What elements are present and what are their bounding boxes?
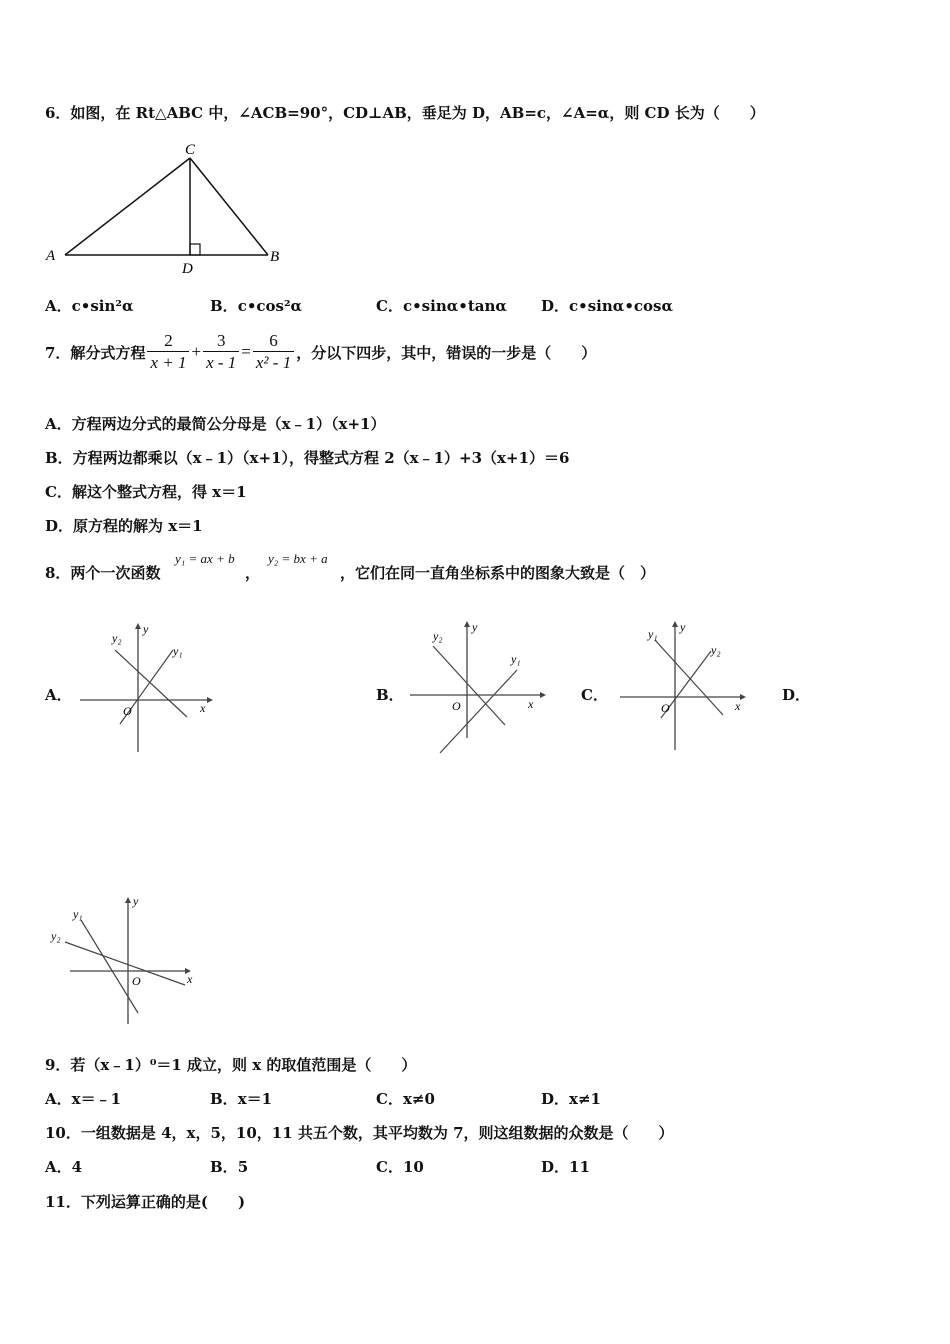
q8-graph-b xyxy=(405,618,550,763)
q9-option-b: B．x＝1 xyxy=(210,1090,273,1108)
label-c: C xyxy=(185,142,196,158)
q9-option-a: A．x＝﹣1 xyxy=(45,1090,122,1108)
q8-graph-d xyxy=(45,890,205,1030)
q8-graph-a xyxy=(75,620,215,760)
q8-function-2: y₂ = bx + a xyxy=(268,551,328,566)
q7-step-b: B．方程两边都乘以（x﹣1）（x+1），得整式方程 2（x﹣1）+3（x+1）＝6 xyxy=(45,449,570,467)
svg-text:y₂: y₂ xyxy=(51,929,61,943)
q8-comma: ， xyxy=(245,564,261,582)
q7-step-a: A．方程两边分式的最简公分母是（x﹣1）（x+1） xyxy=(45,415,386,433)
q7-step-d: D．原方程的解为 x＝1 xyxy=(45,517,203,535)
q9-option-c: C．x≠0 xyxy=(376,1090,435,1108)
svg-text:y₁: y₁ xyxy=(648,627,658,641)
svg-text:y: y xyxy=(143,622,149,636)
q6-option-d: D．c•sinα•cosα xyxy=(541,297,674,315)
svg-text:O: O xyxy=(452,699,461,713)
q6-triangle-figure xyxy=(40,140,290,275)
svg-text:y₂: y₂ xyxy=(711,643,721,657)
q8-function-1: y₁ = ax + b xyxy=(175,551,235,566)
svg-text:x: x xyxy=(187,972,193,986)
q8-option-c-letter: C． xyxy=(581,686,608,704)
svg-text:y: y xyxy=(133,894,139,908)
svg-text:O: O xyxy=(661,701,670,715)
q10-stem: 10．一组数据是 4，x，5，10，11 共五个数，其平均数为 7，则这组数据的众数是（ ） xyxy=(45,1124,674,1142)
svg-text:y₂: y₂ xyxy=(112,631,122,645)
q7-step-c: C．解这个整式方程，得 x＝1 xyxy=(45,483,247,501)
svg-text:y: y xyxy=(680,620,686,634)
q9-option-d: D．x≠1 xyxy=(541,1090,601,1108)
q10-option-d: D．11 xyxy=(541,1158,590,1176)
q8-graph-c xyxy=(615,618,755,758)
q8-stem-prefix: 8．两个一次函数 xyxy=(45,564,161,582)
q8-option-d-letter: D． xyxy=(782,686,811,704)
svg-text:y₁: y₁ xyxy=(73,907,83,921)
fraction-3: $\frac{6}{\text{x² - 1}}$ xyxy=(253,331,294,374)
q6-option-c: C．c•sinα•tanα xyxy=(376,297,507,315)
q8-stem-suffix: ，它们在同一直角坐标系中的图象大致是（ ） xyxy=(340,564,656,582)
q10-option-b: B．5 xyxy=(210,1158,249,1176)
svg-text:y: y xyxy=(472,620,478,634)
label-a: A xyxy=(46,248,56,264)
q6-stem: 6．如图，在 Rt△ABC 中，∠ACB=90°，CD⊥AB，垂足为 D，AB=c，∠A=α，则 CD 长为（ ） xyxy=(45,104,765,122)
svg-text:y₂: y₂ xyxy=(433,629,443,643)
q6-option-b: B．c•cos²α xyxy=(210,297,303,315)
fraction-2: $\frac{3}{x - 1}$ xyxy=(203,331,239,374)
q10-option-c: C．10 xyxy=(376,1158,424,1176)
svg-text:x: x xyxy=(528,697,534,711)
svg-text:O: O xyxy=(132,974,141,988)
q10-option-a: A．4 xyxy=(45,1158,83,1176)
q11-stem: 11．下列运算正确的是( ) xyxy=(45,1193,246,1211)
q7-stem: 7．解分式方程 $\frac{2}{x + 1}$ + $\frac{3}{x - 1}$ = $\frac{6}{\text{x² - 1}}$ ，分以下四步，其中，错误的一步是（ ） xyxy=(45,330,597,372)
q8-option-a-letter: A． xyxy=(45,686,72,704)
q9-stem: 9．若（x﹣1）⁰＝1 成立，则 x 的取值范围是（ ） xyxy=(45,1056,417,1074)
svg-text:y₁: y₁ xyxy=(511,652,521,666)
fraction-1: $\frac{2}{x + 1}$ xyxy=(147,331,189,374)
q6-option-a: A．c•sin²α xyxy=(45,297,134,315)
label-d: D xyxy=(182,261,193,275)
label-b: B xyxy=(270,249,280,265)
svg-text:x: x xyxy=(200,701,206,715)
svg-text:x: x xyxy=(735,699,741,713)
svg-text:O: O xyxy=(123,704,132,718)
svg-text:y₁: y₁ xyxy=(173,644,183,658)
q8-option-b-letter: B． xyxy=(376,686,404,704)
